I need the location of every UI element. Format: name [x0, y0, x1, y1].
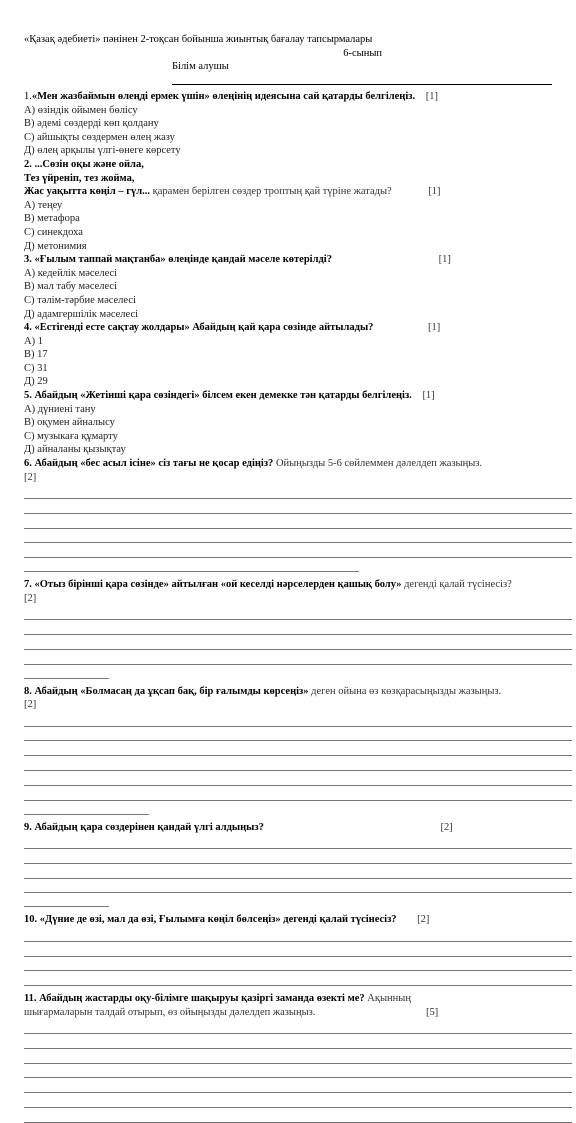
student-field	[172, 60, 572, 90]
answer-option[interactable]: Д) өлең арқылы үлгі-өнеге көрсету	[24, 145, 181, 157]
question-6	[24, 457, 572, 471]
question-instruction: деген ойына өз көзқарасыңызды жазыңыз.	[308, 685, 502, 697]
question-mark: [1]	[422, 390, 435, 402]
question-5	[24, 389, 572, 403]
question-instruction: Ойыңызды 5-6 сөйлеммен дәлелдеп жазыңыз.	[273, 458, 483, 470]
question-text: «Дүние де өзі, мал да өзі, Ғылымға көңіл бөлсеңіз» дегенді қалай түсінесіз?	[39, 914, 397, 926]
question-mark: [1]	[428, 186, 441, 198]
worksheet	[24, 33, 572, 1123]
grade-label: 6-сынып	[343, 48, 382, 59]
answer-area-6[interactable]	[24, 484, 572, 572]
answer-option[interactable]: В) метафора	[24, 213, 80, 225]
question-number: 4.	[24, 322, 32, 334]
answer-option[interactable]: В) 17	[24, 349, 48, 361]
student-label: Білім алушы	[172, 61, 229, 72]
question-instruction: дегенді қалай түсінесіз?	[401, 579, 512, 591]
answer-area-8[interactable]	[24, 712, 572, 815]
question-mark: [2]	[440, 821, 453, 833]
poem-line-2: Тез үйреніп, тез жойма,	[24, 172, 135, 184]
answer-option[interactable]: С) 31	[24, 362, 48, 374]
answer-area-9[interactable]	[24, 834, 572, 907]
question-2	[24, 158, 572, 172]
question-text: қарамен берілген сөздер троптың қай түріне жатады?	[150, 186, 392, 198]
question-1	[24, 90, 572, 104]
question-text: Абайдың «Жетінші қара сөзіндегі» білсем екен демекке тән қатарды белгілеңіз.	[34, 390, 412, 402]
question-number: 5.	[24, 390, 32, 402]
poem-line-3: Жас уақытта көңіл – гүл...	[24, 186, 151, 198]
answer-option[interactable]: В) оқумен айналысу	[24, 417, 115, 429]
answer-option[interactable]: А) кедейлік мәселесі	[24, 267, 118, 279]
answer-option[interactable]: В) мал табу мәселесі	[24, 281, 118, 293]
question-instruction: Ақынның	[364, 993, 411, 1005]
question-instruction-line-2	[24, 1006, 572, 1020]
student-name-blank[interactable]	[172, 74, 552, 85]
poem-line-1: ...Сөзін оқы және ойла,	[34, 158, 144, 170]
question-mark: [1]	[438, 254, 451, 266]
question-7	[24, 578, 572, 592]
question-text: «Ғылым таппай мақтанба» өлеңінде қандай мәселе көтерілді?	[34, 254, 332, 266]
question-number: 6.	[24, 458, 32, 470]
question-11	[24, 992, 572, 1006]
answer-area-11[interactable]	[24, 1019, 572, 1123]
answer-option[interactable]: Д) метонимия	[24, 240, 87, 252]
question-3	[24, 253, 572, 267]
question-mark: [2]	[417, 914, 430, 926]
question-text: «Естігенді есте сақтау жолдары» Абайдың қай қара сөзінде айтылады?	[34, 322, 374, 334]
answer-option[interactable]: С) айшықты сөздермен өлең жазу	[24, 131, 175, 143]
answer-option[interactable]: А) 1	[24, 335, 43, 347]
question-mark: [5]	[426, 1006, 439, 1018]
worksheet-title: «Қазақ әдебиеті» пәнінен 2-тоқсан бойынша жиынтық бағалау тапсырмалары	[24, 34, 373, 45]
question-8	[24, 685, 572, 699]
answer-area-7[interactable]	[24, 605, 572, 678]
question-mark: [2]	[24, 471, 37, 483]
question-mark: [2]	[24, 592, 37, 604]
question-text: «Отыз бірінші қара сөзінде» айтылған «ой кеселді нәрселерден қашық болу»	[34, 579, 402, 591]
answer-option[interactable]: А) өзіндік ойымен бөлісу	[24, 104, 138, 116]
answer-option[interactable]: Д) адамгершілік мәселесі	[24, 308, 139, 320]
question-number: 11.	[24, 993, 37, 1005]
question-number: 9.	[24, 821, 32, 833]
question-number: 8.	[24, 685, 32, 697]
question-text: Абайдың қара сөздерінен қандай үлгі алдыңыз?	[34, 821, 264, 833]
question-mark: [1]	[428, 322, 441, 334]
question-number: 3.	[24, 254, 32, 266]
question-text: Абайдың жастарды оқу-білімге шақыруы қазіргі заманда өзекті ме?	[39, 993, 365, 1005]
answer-option[interactable]: С) музыкаға құмарту	[24, 430, 118, 442]
question-mark: [1]	[425, 91, 438, 102]
question-text: «Мен жазбаймын өлеңді ермек үшін» өлеңінің идеясына сай қатарды белгілеңіз.	[31, 91, 416, 102]
question-text: Абайдың «бес асыл ісіне» сіз тағы не қосар едіңіз?	[34, 458, 274, 470]
question-10	[24, 913, 572, 927]
question-4	[24, 321, 572, 335]
answer-option[interactable]: С) тәлім-тәрбие мәселесі	[24, 294, 136, 306]
answer-option[interactable]: В) әдемі сөздерді көп қолдану	[24, 118, 159, 130]
answer-option[interactable]: Д) 29	[24, 376, 48, 388]
question-number: 1.	[24, 91, 32, 102]
question-instruction-text: шығармаларын талдай отырып, өз ойыңызды дәлелдеп жазыңыз.	[24, 1006, 316, 1018]
answer-option[interactable]: А) дүниені тану	[24, 403, 96, 415]
question-number: 10.	[24, 914, 38, 926]
question-text: Абайдың «Болмасаң да ұқсап бақ, бір ғалымды көрсеңіз»	[34, 685, 309, 697]
question-number: 7.	[24, 579, 32, 591]
answer-option[interactable]: Д) айналаны қызықтау	[24, 444, 126, 456]
question-mark: [2]	[24, 699, 37, 711]
answer-area-10[interactable]	[24, 927, 572, 986]
question-9	[24, 821, 572, 835]
answer-option[interactable]: А) теңеу	[24, 199, 63, 211]
answer-option[interactable]: С) синекдоха	[24, 226, 83, 238]
question-number: 2.	[24, 158, 32, 170]
